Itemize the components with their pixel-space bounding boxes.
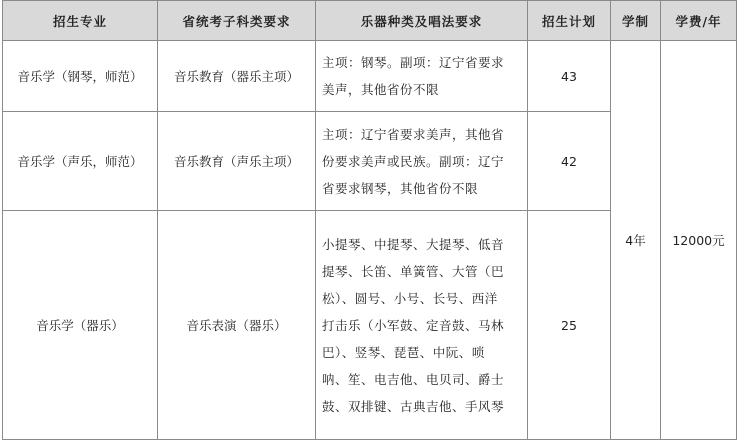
requirement-line: 呐、笙、电吉他、电贝司、爵士 bbox=[322, 371, 505, 387]
header-requirements: 乐器种类及唱法要求 bbox=[316, 1, 528, 41]
admissions-table bbox=[2, 0, 737, 440]
header-row bbox=[3, 1, 737, 41]
requirement-line: 巴）、竖琴、琵琶、中阮、唢 bbox=[322, 344, 485, 360]
requirement-line: 鼓、双排键、古典吉他、手风琴 bbox=[322, 398, 505, 414]
major-cell: 音乐学（声乐，师范） bbox=[3, 112, 158, 211]
category-cell: 音乐教育（声乐主项） bbox=[158, 112, 316, 211]
requirements-cell bbox=[316, 211, 528, 440]
requirements-cell bbox=[316, 41, 528, 112]
header-major: 招生专业 bbox=[3, 1, 158, 41]
requirement-line: 松）、圆号、小号、长号、西洋 bbox=[322, 290, 498, 306]
requirement-line: 主项：钢琴。副项：辽宁省要求 bbox=[322, 55, 505, 70]
requirement-line: 美声，其他省份不限 bbox=[322, 82, 440, 97]
header-category: 省统考子科类要求 bbox=[158, 1, 316, 41]
tuition-cell: 12000元 bbox=[661, 41, 737, 440]
major-cell: 音乐学（器乐） bbox=[3, 211, 158, 440]
requirement-line: 份要求美声或民族。副项：辽宁 bbox=[322, 153, 505, 169]
requirements-cell bbox=[316, 112, 528, 211]
plan-cell: 43 bbox=[528, 41, 611, 112]
requirement-line: 主项：辽宁省要求美声，其他省 bbox=[322, 126, 505, 142]
header-duration: 学制 bbox=[611, 1, 661, 41]
requirement-line: 提琴、长笛、单簧管、大管（巴 bbox=[322, 263, 505, 279]
requirement-line: 小提琴、中提琴、大提琴、低音 bbox=[322, 236, 505, 252]
plan-cell: 42 bbox=[528, 112, 611, 211]
header-plan: 招生计划 bbox=[528, 1, 611, 41]
header-tuition: 学费/年 bbox=[661, 1, 737, 41]
duration-cell: 4年 bbox=[611, 41, 661, 440]
plan-cell: 25 bbox=[528, 211, 611, 440]
category-cell: 音乐表演（器乐） bbox=[158, 211, 316, 440]
requirement-line: 打击乐（小军鼓、定音鼓、马林 bbox=[322, 317, 505, 333]
table-row bbox=[3, 41, 737, 112]
major-cell: 音乐学（钢琴，师范） bbox=[3, 41, 158, 112]
requirement-line: 省要求钢琴，其他省份不限 bbox=[322, 180, 479, 196]
category-cell: 音乐教育（器乐主项） bbox=[158, 41, 316, 112]
